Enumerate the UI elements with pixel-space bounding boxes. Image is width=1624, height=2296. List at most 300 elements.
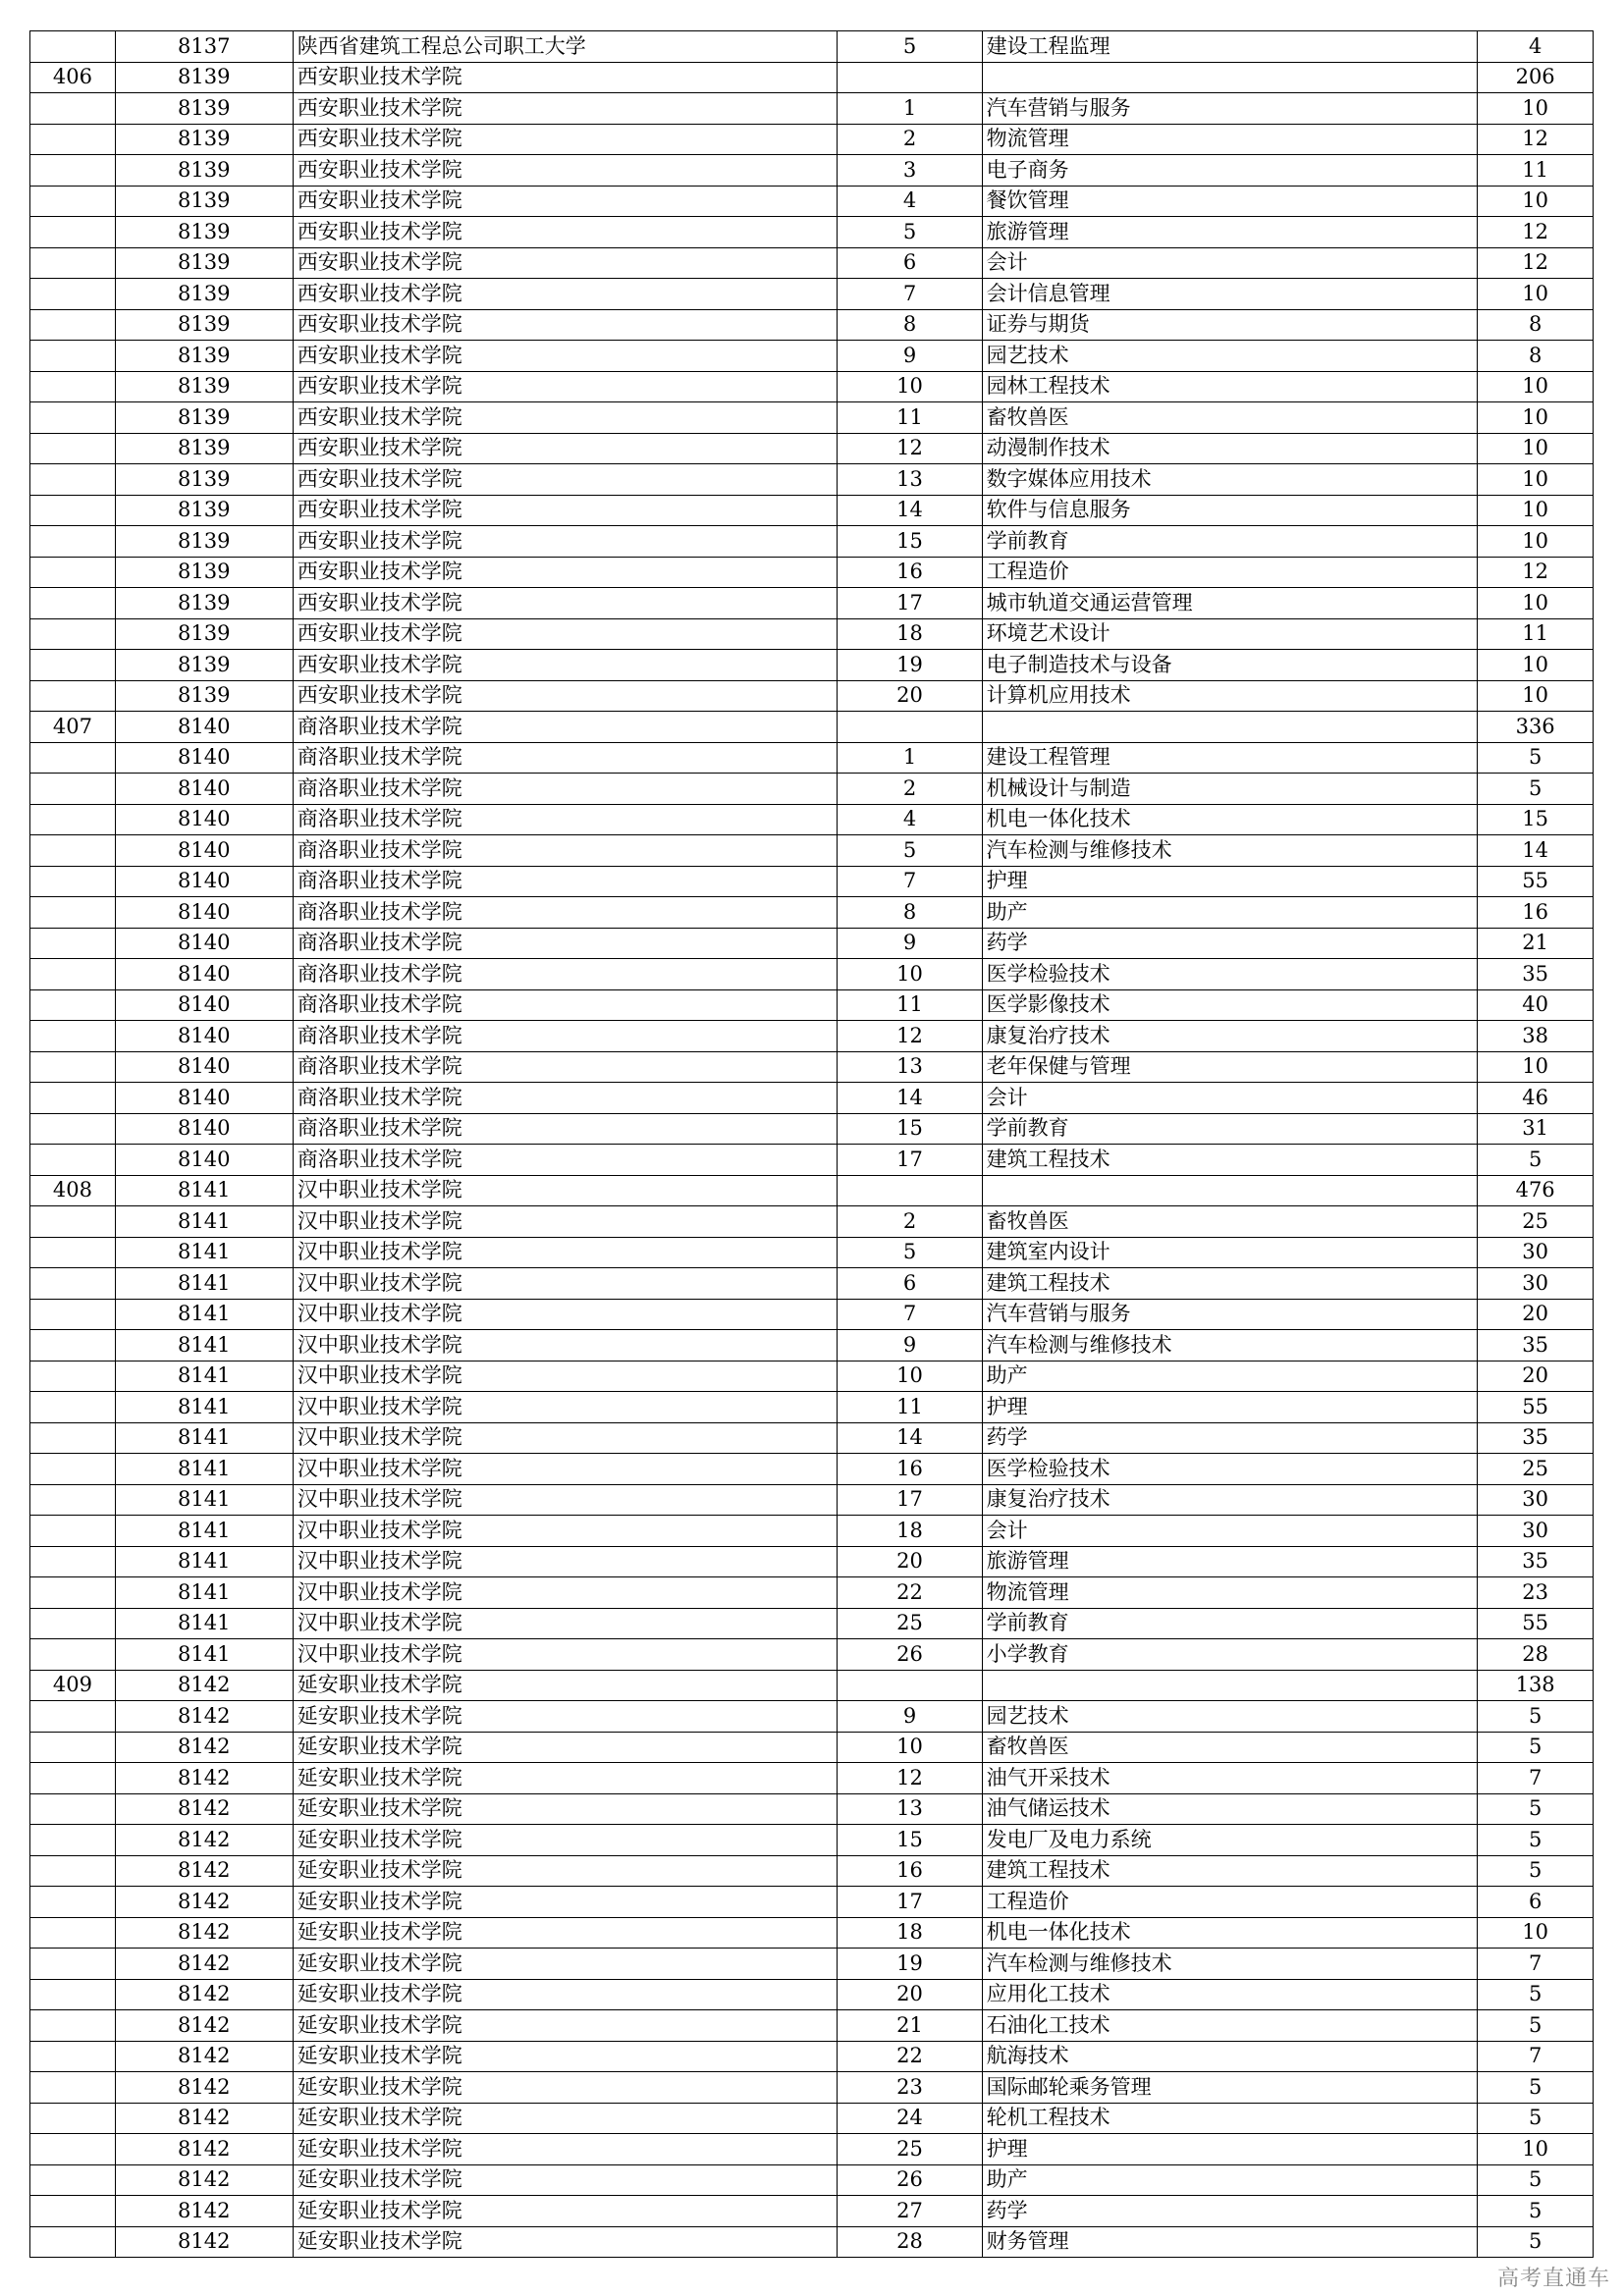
plan-count-cell: 10 <box>1478 433 1594 464</box>
major-name-cell: 园艺技术 <box>982 341 1478 372</box>
plan-count-cell: 6 <box>1478 1887 1594 1918</box>
major-code-cell: 11 <box>838 1392 982 1423</box>
seq-cell <box>30 1701 116 1733</box>
school-name-cell: 汉中职业技术学院 <box>293 1516 838 1547</box>
major-name-cell: 园林工程技术 <box>982 371 1478 402</box>
major-code-cell: 7 <box>838 1299 982 1330</box>
watermark-text: 高考直通车 <box>1496 2267 1610 2291</box>
school-code-cell: 8142 <box>115 2041 293 2072</box>
seq-cell <box>30 279 116 310</box>
major-code-cell: 13 <box>838 464 982 496</box>
major-code-cell: 22 <box>838 2041 982 2072</box>
major-code-cell: 17 <box>838 588 982 619</box>
school-name-cell: 西安职业技术学院 <box>293 124 838 155</box>
seq-cell <box>30 1422 116 1454</box>
seq-cell <box>30 557 116 588</box>
school-name-cell: 延安职业技术学院 <box>293 1701 838 1733</box>
major-name-cell: 建筑室内设计 <box>982 1237 1478 1268</box>
major-name-cell <box>982 62 1478 93</box>
plan-count-cell: 40 <box>1478 989 1594 1021</box>
major-code-cell: 18 <box>838 1516 982 1547</box>
major-name-cell: 城市轨道交通运营管理 <box>982 588 1478 619</box>
major-code-cell: 4 <box>838 804 982 835</box>
seq-cell <box>30 1639 116 1671</box>
table-row <box>30 1546 1594 1577</box>
table-row <box>30 2010 1594 2042</box>
major-name-cell: 园艺技术 <box>982 1701 1478 1733</box>
major-name-cell: 助产 <box>982 897 1478 929</box>
table-row <box>30 2103 1594 2134</box>
plan-count-cell: 206 <box>1478 62 1594 93</box>
school-name-cell: 商洛职业技术学院 <box>293 712 838 743</box>
plan-count-cell: 10 <box>1478 588 1594 619</box>
table-row <box>30 712 1594 743</box>
table-row <box>30 1639 1594 1671</box>
table-row <box>30 464 1594 496</box>
table-row <box>30 1917 1594 1949</box>
major-name-cell: 建设工程监理 <box>982 31 1478 63</box>
plan-count-cell: 28 <box>1478 1639 1594 1671</box>
seq-cell <box>30 2226 116 2258</box>
major-name-cell: 国际邮轮乘务管理 <box>982 2072 1478 2104</box>
plan-count-cell: 10 <box>1478 371 1594 402</box>
table-row <box>30 1330 1594 1362</box>
major-name-cell: 医学影像技术 <box>982 989 1478 1021</box>
major-code-cell: 7 <box>838 279 982 310</box>
table-row <box>30 1763 1594 1794</box>
major-code-cell: 25 <box>838 2134 982 2165</box>
school-name-cell: 商洛职业技术学院 <box>293 928 838 959</box>
school-name-cell: 商洛职业技术学院 <box>293 866 838 897</box>
school-name-cell: 延安职业技术学院 <box>293 2103 838 2134</box>
table-row <box>30 371 1594 402</box>
school-code-cell: 8142 <box>115 1732 293 1763</box>
school-name-cell: 商洛职业技术学院 <box>293 774 838 805</box>
seq-cell <box>30 897 116 929</box>
table-row <box>30 247 1594 279</box>
seq-cell <box>30 1763 116 1794</box>
school-code-cell: 8139 <box>115 93 293 125</box>
major-code-cell: 8 <box>838 897 982 929</box>
table-row <box>30 1083 1594 1114</box>
major-code-cell: 12 <box>838 433 982 464</box>
seq-cell <box>30 1887 116 1918</box>
table-row <box>30 62 1594 93</box>
major-name-cell: 助产 <box>982 2164 1478 2196</box>
seq-cell <box>30 2103 116 2134</box>
plan-count-cell: 46 <box>1478 1083 1594 1114</box>
school-code-cell: 8142 <box>115 1701 293 1733</box>
school-name-cell: 西安职业技术学院 <box>293 650 838 681</box>
plan-count-cell: 336 <box>1478 712 1594 743</box>
school-code-cell: 8142 <box>115 1917 293 1949</box>
major-name-cell: 油气储运技术 <box>982 1793 1478 1825</box>
table-row <box>30 650 1594 681</box>
table-row <box>30 1454 1594 1485</box>
major-name-cell: 汽车检测与维修技术 <box>982 1330 1478 1362</box>
school-code-cell: 8139 <box>115 371 293 402</box>
school-name-cell: 商洛职业技术学院 <box>293 1145 838 1176</box>
plan-count-cell: 31 <box>1478 1113 1594 1145</box>
plan-count-cell: 35 <box>1478 1546 1594 1577</box>
major-code-cell: 5 <box>838 1237 982 1268</box>
school-name-cell: 汉中职业技术学院 <box>293 1639 838 1671</box>
school-name-cell: 汉中职业技术学院 <box>293 1422 838 1454</box>
major-code-cell: 5 <box>838 835 982 867</box>
table-row <box>30 835 1594 867</box>
plan-count-cell: 5 <box>1478 1145 1594 1176</box>
major-code-cell: 3 <box>838 155 982 187</box>
school-name-cell: 延安职业技术学院 <box>293 1917 838 1949</box>
school-code-cell: 8139 <box>115 155 293 187</box>
table-row <box>30 1979 1594 2010</box>
school-code-cell: 8139 <box>115 557 293 588</box>
major-code-cell: 5 <box>838 31 982 63</box>
table-row <box>30 341 1594 372</box>
school-code-cell: 8140 <box>115 1083 293 1114</box>
major-code-cell: 10 <box>838 1361 982 1392</box>
school-code-cell: 8141 <box>115 1516 293 1547</box>
school-name-cell: 商洛职业技术学院 <box>293 835 838 867</box>
school-name-cell: 西安职业技术学院 <box>293 433 838 464</box>
plan-count-cell: 7 <box>1478 1949 1594 1980</box>
seq-cell <box>30 989 116 1021</box>
seq-cell <box>30 1083 116 1114</box>
seq-cell <box>30 1855 116 1887</box>
school-name-cell: 商洛职业技术学院 <box>293 897 838 929</box>
major-name-cell: 财务管理 <box>982 2226 1478 2258</box>
seq-cell <box>30 2010 116 2042</box>
plan-count-cell: 11 <box>1478 155 1594 187</box>
seq-cell <box>30 1546 116 1577</box>
plan-count-cell: 55 <box>1478 1392 1594 1423</box>
table-row <box>30 1422 1594 1454</box>
school-name-cell: 延安职业技术学院 <box>293 1793 838 1825</box>
plan-count-cell: 16 <box>1478 897 1594 929</box>
major-code-cell <box>838 1175 982 1206</box>
plan-count-cell: 11 <box>1478 618 1594 650</box>
major-name-cell: 计算机应用技术 <box>982 680 1478 712</box>
seq-cell <box>30 1206 116 1238</box>
plan-count-cell: 5 <box>1478 2010 1594 2042</box>
table-row <box>30 495 1594 526</box>
major-name-cell: 发电厂及电力系统 <box>982 1825 1478 1856</box>
school-code-cell: 8140 <box>115 1113 293 1145</box>
school-code-cell: 8137 <box>115 31 293 63</box>
major-name-cell: 药学 <box>982 1422 1478 1454</box>
school-name-cell: 延安职业技术学院 <box>293 2164 838 2196</box>
seq-cell <box>30 2072 116 2104</box>
seq-cell <box>30 495 116 526</box>
major-code-cell: 15 <box>838 526 982 558</box>
major-name-cell: 旅游管理 <box>982 217 1478 248</box>
school-name-cell: 商洛职业技术学院 <box>293 804 838 835</box>
school-name-cell: 汉中职业技术学院 <box>293 1361 838 1392</box>
table-row <box>30 804 1594 835</box>
major-code-cell: 28 <box>838 2226 982 2258</box>
major-name-cell: 康复治疗技术 <box>982 1484 1478 1516</box>
plan-count-cell: 5 <box>1478 2196 1594 2227</box>
school-code-cell: 8142 <box>115 1793 293 1825</box>
seq-cell <box>30 247 116 279</box>
major-code-cell: 19 <box>838 1949 982 1980</box>
major-code-cell: 18 <box>838 1917 982 1949</box>
seq-cell <box>30 774 116 805</box>
school-name-cell: 西安职业技术学院 <box>293 464 838 496</box>
school-name-cell: 延安职业技术学院 <box>293 1825 838 1856</box>
plan-count-cell: 10 <box>1478 402 1594 434</box>
major-name-cell: 会计信息管理 <box>982 279 1478 310</box>
school-code-cell: 8142 <box>115 1979 293 2010</box>
major-name-cell <box>982 1175 1478 1206</box>
enrollment-table <box>29 30 1594 2258</box>
school-code-cell: 8141 <box>115 1237 293 1268</box>
seq-cell <box>30 433 116 464</box>
seq-cell <box>30 680 116 712</box>
plan-count-cell: 12 <box>1478 557 1594 588</box>
school-name-cell: 陕西省建筑工程总公司职工大学 <box>293 31 838 63</box>
major-name-cell: 航海技术 <box>982 2041 1478 2072</box>
school-code-cell: 8139 <box>115 62 293 93</box>
major-code-cell: 20 <box>838 1979 982 2010</box>
plan-count-cell: 30 <box>1478 1268 1594 1300</box>
seq-cell <box>30 1051 116 1083</box>
plan-count-cell: 5 <box>1478 774 1594 805</box>
school-code-cell: 8139 <box>115 433 293 464</box>
major-name-cell: 工程造价 <box>982 1887 1478 1918</box>
school-name-cell: 商洛职业技术学院 <box>293 1083 838 1114</box>
major-code-cell: 1 <box>838 742 982 774</box>
seq-cell <box>30 2164 116 2196</box>
table-row <box>30 217 1594 248</box>
plan-count-cell: 5 <box>1478 2103 1594 2134</box>
seq-cell <box>30 124 116 155</box>
school-code-cell: 8140 <box>115 959 293 990</box>
plan-count-cell: 5 <box>1478 2226 1594 2258</box>
school-name-cell: 延安职业技术学院 <box>293 1855 838 1887</box>
plan-count-cell: 55 <box>1478 1608 1594 1639</box>
major-name-cell: 药学 <box>982 928 1478 959</box>
school-name-cell: 商洛职业技术学院 <box>293 1051 838 1083</box>
table-row <box>30 928 1594 959</box>
major-name-cell: 建筑工程技术 <box>982 1145 1478 1176</box>
school-code-cell: 8141 <box>115 1268 293 1300</box>
seq-cell <box>30 2134 116 2165</box>
school-code-cell: 8140 <box>115 835 293 867</box>
major-name-cell: 医学检验技术 <box>982 1454 1478 1485</box>
major-code-cell: 21 <box>838 2010 982 2042</box>
major-name-cell: 物流管理 <box>982 124 1478 155</box>
major-code-cell: 20 <box>838 680 982 712</box>
seq-cell: 408 <box>30 1175 116 1206</box>
table-row <box>30 588 1594 619</box>
table-row <box>30 155 1594 187</box>
plan-count-cell: 15 <box>1478 804 1594 835</box>
seq-cell <box>30 2041 116 2072</box>
major-name-cell: 石油化工技术 <box>982 2010 1478 2042</box>
table-row <box>30 31 1594 63</box>
plan-count-cell: 8 <box>1478 341 1594 372</box>
plan-count-cell: 35 <box>1478 959 1594 990</box>
plan-count-cell: 5 <box>1478 1855 1594 1887</box>
major-code-cell: 14 <box>838 1422 982 1454</box>
school-code-cell: 8140 <box>115 866 293 897</box>
major-name-cell: 药学 <box>982 2196 1478 2227</box>
major-code-cell: 17 <box>838 1887 982 1918</box>
table-row <box>30 2196 1594 2227</box>
school-code-cell: 8139 <box>115 217 293 248</box>
major-code-cell: 6 <box>838 247 982 279</box>
major-code-cell: 9 <box>838 341 982 372</box>
major-name-cell <box>982 712 1478 743</box>
table-row <box>30 1113 1594 1145</box>
major-code-cell: 9 <box>838 928 982 959</box>
school-name-cell: 西安职业技术学院 <box>293 217 838 248</box>
seq-cell <box>30 1299 116 1330</box>
school-name-cell: 延安职业技术学院 <box>293 2226 838 2258</box>
school-name-cell: 西安职业技术学院 <box>293 618 838 650</box>
major-name-cell: 护理 <box>982 2134 1478 2165</box>
school-code-cell: 8139 <box>115 588 293 619</box>
table-row <box>30 742 1594 774</box>
school-name-cell: 汉中职业技术学院 <box>293 1454 838 1485</box>
table-row <box>30 989 1594 1021</box>
table-row <box>30 1392 1594 1423</box>
major-name-cell: 软件与信息服务 <box>982 495 1478 526</box>
table-row <box>30 866 1594 897</box>
school-code-cell: 8140 <box>115 897 293 929</box>
seq-cell <box>30 1145 116 1176</box>
seq-cell <box>30 928 116 959</box>
seq-cell: 407 <box>30 712 116 743</box>
major-name-cell: 电子商务 <box>982 155 1478 187</box>
school-code-cell: 8139 <box>115 247 293 279</box>
major-name-cell: 学前教育 <box>982 1608 1478 1639</box>
school-code-cell: 8140 <box>115 928 293 959</box>
table-row <box>30 2226 1594 2258</box>
seq-cell <box>30 1608 116 1639</box>
school-code-cell: 8141 <box>115 1175 293 1206</box>
school-name-cell: 西安职业技术学院 <box>293 155 838 187</box>
major-name-cell: 旅游管理 <box>982 1546 1478 1577</box>
table-row <box>30 1361 1594 1392</box>
school-name-cell: 汉中职业技术学院 <box>293 1577 838 1609</box>
table-row <box>30 1670 1594 1701</box>
major-code-cell <box>838 712 982 743</box>
plan-count-cell: 20 <box>1478 1361 1594 1392</box>
major-code-cell: 15 <box>838 1113 982 1145</box>
major-name-cell: 会计 <box>982 1083 1478 1114</box>
major-code-cell <box>838 62 982 93</box>
table-row <box>30 1516 1594 1547</box>
seq-cell <box>30 155 116 187</box>
plan-count-cell: 12 <box>1478 247 1594 279</box>
school-code-cell: 8139 <box>115 526 293 558</box>
school-code-cell: 8141 <box>115 1639 293 1671</box>
school-code-cell: 8140 <box>115 804 293 835</box>
table-row <box>30 1701 1594 1733</box>
seq-cell <box>30 186 116 217</box>
school-name-cell: 西安职业技术学院 <box>293 341 838 372</box>
major-name-cell: 汽车检测与维修技术 <box>982 835 1478 867</box>
major-name-cell: 机电一体化技术 <box>982 804 1478 835</box>
table-row <box>30 1237 1594 1268</box>
major-code-cell: 11 <box>838 989 982 1021</box>
major-name-cell: 畜牧兽医 <box>982 1206 1478 1238</box>
major-code-cell: 17 <box>838 1145 982 1176</box>
table-row <box>30 1299 1594 1330</box>
major-name-cell: 会计 <box>982 1516 1478 1547</box>
major-code-cell: 5 <box>838 217 982 248</box>
school-name-cell: 西安职业技术学院 <box>293 371 838 402</box>
major-code-cell: 10 <box>838 1732 982 1763</box>
plan-count-cell: 21 <box>1478 928 1594 959</box>
seq-cell <box>30 341 116 372</box>
table-row <box>30 959 1594 990</box>
school-code-cell: 8141 <box>115 1206 293 1238</box>
school-name-cell: 商洛职业技术学院 <box>293 1113 838 1145</box>
school-code-cell: 8141 <box>115 1422 293 1454</box>
plan-count-cell: 5 <box>1478 742 1594 774</box>
school-name-cell: 延安职业技术学院 <box>293 1732 838 1763</box>
seq-cell <box>30 1268 116 1300</box>
plan-count-cell: 5 <box>1478 2164 1594 2196</box>
plan-count-cell: 5 <box>1478 1701 1594 1733</box>
school-code-cell: 8139 <box>115 495 293 526</box>
school-code-cell: 8140 <box>115 1021 293 1052</box>
seq-cell <box>30 1330 116 1362</box>
seq-cell <box>30 835 116 867</box>
table-row <box>30 1268 1594 1300</box>
seq-cell <box>30 866 116 897</box>
school-code-cell: 8140 <box>115 989 293 1021</box>
seq-cell <box>30 464 116 496</box>
major-code-cell: 2 <box>838 774 982 805</box>
seq-cell <box>30 1484 116 1516</box>
plan-count-cell: 35 <box>1478 1422 1594 1454</box>
plan-count-cell: 38 <box>1478 1021 1594 1052</box>
plan-count-cell: 10 <box>1478 1917 1594 1949</box>
table-row <box>30 618 1594 650</box>
seq-cell <box>30 402 116 434</box>
table-row <box>30 1021 1594 1052</box>
seq-cell: 406 <box>30 62 116 93</box>
table-row <box>30 1206 1594 1238</box>
plan-count-cell: 35 <box>1478 1330 1594 1362</box>
school-code-cell: 8140 <box>115 712 293 743</box>
seq-cell <box>30 1021 116 1052</box>
school-code-cell: 8141 <box>115 1577 293 1609</box>
table-row <box>30 186 1594 217</box>
plan-count-cell: 10 <box>1478 1051 1594 1083</box>
major-name-cell: 畜牧兽医 <box>982 402 1478 434</box>
table-row <box>30 433 1594 464</box>
school-name-cell: 延安职业技术学院 <box>293 1979 838 2010</box>
major-name-cell: 学前教育 <box>982 526 1478 558</box>
school-code-cell: 8141 <box>115 1299 293 1330</box>
seq-cell <box>30 1454 116 1485</box>
plan-count-cell: 476 <box>1478 1175 1594 1206</box>
major-name-cell: 学前教育 <box>982 1113 1478 1145</box>
major-code-cell: 1 <box>838 93 982 125</box>
plan-count-cell: 14 <box>1478 835 1594 867</box>
school-code-cell: 8142 <box>115 2010 293 2042</box>
school-name-cell: 延安职业技术学院 <box>293 1887 838 1918</box>
major-code-cell <box>838 1670 982 1701</box>
plan-count-cell: 10 <box>1478 650 1594 681</box>
table-row <box>30 2041 1594 2072</box>
school-code-cell: 8141 <box>115 1608 293 1639</box>
